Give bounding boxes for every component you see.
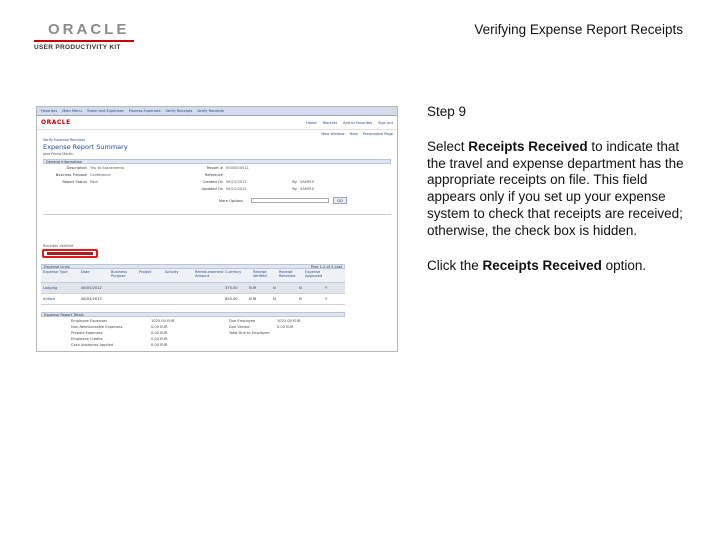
app-top-nav	[37, 107, 397, 116]
cell-currency: EUR	[249, 286, 257, 290]
go-button[interactable]: GO	[333, 197, 347, 204]
cell-date: 06/05/2012	[81, 297, 102, 301]
table-row	[41, 283, 345, 294]
total-due-vendor-value: 0.00 EUR	[277, 325, 294, 329]
link-sign-out[interactable]: Sign out	[378, 120, 393, 125]
col-currency: Currency	[225, 270, 242, 274]
table-row	[41, 294, 345, 305]
app-tool-row	[37, 130, 397, 138]
app-brand-row	[37, 116, 397, 130]
col-receipt-verified: Receipt Verified	[253, 270, 267, 278]
cell-amount: 650.00	[225, 297, 238, 301]
oracle-upk-logo	[34, 22, 154, 51]
receipts-received-button[interactable]	[42, 249, 98, 258]
instruction-panel	[427, 104, 689, 292]
total-nonreimb: Non-Reimbursable Expenses	[71, 325, 123, 329]
totals-header[interactable]: Expense Report Totals	[41, 312, 345, 317]
cell-receipt-received[interactable]: N	[299, 286, 302, 290]
document-title: Verifying Expense Report Receipts	[474, 22, 683, 37]
field-updated-by: By SAMPLE	[292, 187, 315, 191]
total-credits-value: 0.00 EUR	[151, 337, 168, 341]
app-oracle-logo: ORACLE	[41, 119, 71, 126]
total-employee-expenses: Employee Expenses	[71, 319, 108, 323]
field-updated-on: Updated On 06/15/2012	[201, 187, 247, 191]
app-breadcrumb: Verify Expense Receipts	[43, 138, 85, 142]
step-label: Step 9	[427, 104, 467, 119]
field-report-status: Report Status Paid	[62, 180, 98, 184]
grid-columns	[41, 269, 345, 283]
grid-nav[interactable]: First 1-2 of 2 Last	[310, 265, 342, 269]
receipts-verified-label: Receipts Verified	[43, 244, 74, 248]
field-created-by: By SAMPLE	[292, 180, 315, 184]
link-add-favorites[interactable]: Add to Favorites	[343, 120, 373, 125]
total-credits: Employee Credits	[71, 337, 103, 341]
total-prepaid: Prepaid Expenses	[71, 331, 103, 335]
nav-verify[interactable]: Verify Receipts	[165, 109, 193, 113]
nav-verify-2[interactable]: Verify Receipts	[197, 109, 224, 113]
action-target-bold: Receipts Received	[482, 257, 602, 273]
cell-receipt-verified[interactable]: N	[273, 286, 276, 290]
total-due-employee-value: 1025.00 EUR	[277, 319, 301, 323]
field-name-bold: Receipts Received	[468, 138, 588, 154]
totals-lines	[41, 317, 345, 352]
col-business-purpose: Business Purpose	[111, 270, 127, 278]
total-prepaid-value: 0.00 EUR	[151, 331, 168, 335]
general-info-section[interactable]: General Information	[43, 159, 391, 164]
link-worklist[interactable]: Worklist	[322, 120, 338, 125]
col-expense-type: Expense Type	[43, 270, 68, 274]
nav-main-menu[interactable]: Main Menu	[62, 109, 82, 113]
field-business-purpose: Business Purpose Conference	[55, 173, 111, 177]
cell-type[interactable]: Airfare	[43, 297, 56, 301]
col-activity: Activity	[165, 270, 179, 274]
cell-type[interactable]: Lodging	[43, 286, 58, 290]
app-page-heading	[37, 138, 397, 156]
link-personalize[interactable]: Personalize Page	[362, 132, 393, 136]
logo-wordmark: ORACLE	[48, 21, 130, 38]
app-header-links	[306, 121, 393, 125]
cell-date: 06/05/2012	[81, 286, 102, 290]
app-page-title: Expense Report Summary	[43, 143, 128, 151]
total-cash-advances: Cash Advances Applied	[71, 343, 113, 347]
total-cash-advances-value: 0.00 EUR	[151, 343, 168, 347]
col-date: Date	[81, 270, 90, 274]
cell-currency: EUR	[249, 297, 257, 301]
link-help[interactable]: Help	[349, 132, 358, 136]
receipts-received-bar	[47, 252, 93, 255]
cell-approved: Y	[325, 297, 328, 301]
total-due-vendor: Due Vendor	[229, 325, 251, 329]
cell-amount: 375.00	[225, 286, 238, 290]
general-info-fields	[43, 164, 391, 212]
app-employee-name: Jose Pedro Martin	[43, 152, 74, 156]
total-employee-expenses-value: 1025.00 EUR	[151, 319, 175, 323]
total-due-label: Total Due to Employee	[229, 331, 270, 335]
total-due-employee: Due Employee	[229, 319, 256, 323]
field-description: Description Trip to Sacramento	[66, 166, 125, 170]
nav-process[interactable]: Process Expenses	[128, 109, 161, 113]
logo-divider	[34, 40, 134, 42]
col-project: Project	[139, 270, 152, 274]
step-action: Click the Receipts Received option.	[427, 257, 647, 273]
total-nonreimb-value: 0.00 EUR	[151, 325, 168, 329]
field-created-on: Created On 06/15/2012	[202, 180, 247, 184]
cell-receipt-verified[interactable]: N	[273, 297, 276, 301]
col-amount: Reimbursement Amount	[195, 270, 224, 278]
more-options-label: More Options	[219, 199, 243, 203]
more-options-select[interactable]	[251, 198, 329, 203]
link-new-window[interactable]: New Window	[321, 132, 345, 136]
logo-subtitle: USER PRODUCTIVITY KIT	[34, 44, 121, 51]
link-home[interactable]: Home	[306, 120, 317, 125]
report-totals	[41, 312, 345, 352]
col-expense-approved: Expense Approved	[305, 270, 323, 278]
field-report-number: Report # 0000000011	[206, 166, 249, 170]
nav-favorites[interactable]: Favorites	[41, 109, 58, 113]
divider	[43, 214, 391, 215]
col-receipt-received: Receipt Received	[279, 270, 296, 278]
grid-title: Expense Lines	[44, 265, 70, 269]
cell-receipt-received[interactable]: N	[299, 297, 302, 301]
expense-lines-grid	[41, 264, 345, 305]
cell-approved: Y	[325, 286, 328, 290]
nav-travel[interactable]: Travel and Expenses	[86, 109, 124, 113]
field-reference: Reference	[204, 173, 223, 177]
step-description: Select Receipts Received to indicate that the travel and expense department has the appropriate receipts on file. This field appears only if you set up your expense system to check that receipts are received; otherwise, the check box is hidden.	[427, 138, 684, 238]
application-screenshot	[36, 106, 398, 352]
